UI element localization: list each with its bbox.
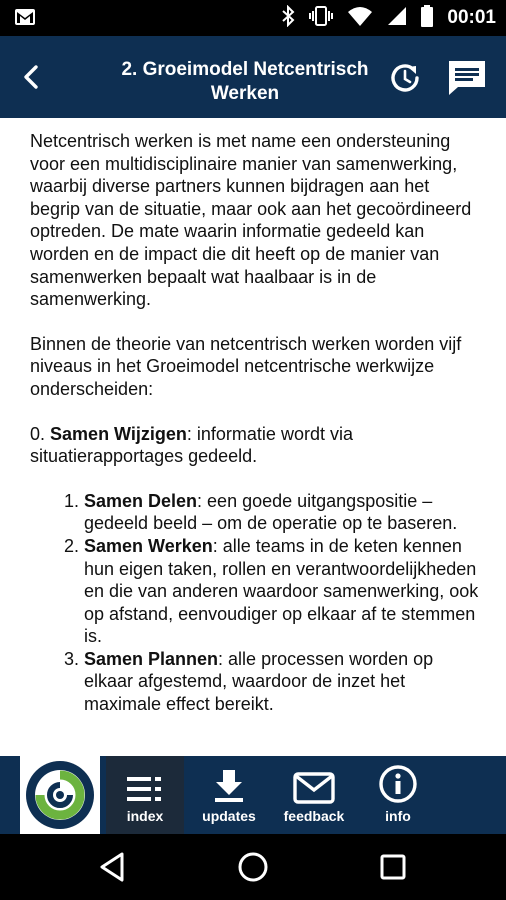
paragraph-intro: Netcentrisch werken is met name een ondersteuning voor een multidisciplinaire manier van samenwerking, waarbij diverse partners kunnen bijdragen aan het begrip van de situatie, maar ook aan het gecoördineerd optreden. De mate waarin informatie gedeeld kan worden en de impact die dit heeft op de manier van samenwerken bepaalt wat haalbaar is in de samenwerking.	[30, 131, 472, 310]
bottom-nav	[0, 756, 506, 834]
level-0-term: Samen Wijzigen	[50, 423, 187, 444]
battery-icon	[421, 5, 433, 32]
status-bar	[0, 0, 506, 36]
refresh-icon[interactable]	[386, 59, 424, 97]
wifi-icon	[347, 6, 373, 31]
chat-icon[interactable]	[446, 58, 488, 98]
gmail-icon	[14, 8, 36, 31]
system-home-icon[interactable]	[236, 850, 270, 884]
levels-list	[30, 490, 484, 716]
nav-info-label: info	[385, 808, 411, 824]
system-recents-icon[interactable]	[376, 850, 410, 884]
nav-index-label: index	[126, 808, 164, 824]
paragraph-levels-intro: Binnen de theorie van netcentrisch werken worden vijf niveaus in het Groeimodel netcentrische werkwijze onderscheiden:	[30, 333, 462, 399]
system-nav-bar	[0, 834, 506, 900]
vibrate-icon	[309, 6, 333, 31]
app-bar	[0, 36, 506, 118]
download-icon	[212, 768, 246, 804]
nav-info[interactable]	[359, 756, 437, 834]
nav-updates-label: updates	[202, 808, 256, 824]
nav-index[interactable]	[106, 756, 184, 834]
article-content[interactable]	[0, 118, 506, 756]
nav-feedback[interactable]	[275, 756, 353, 834]
list-item: 2. Samen Werken: alle teams in de keten kennen hun eigen taken, rollen en verantwoordelijkheden en die van anderen waardoor samenwerking, ook op afstand, eenvoudiger op elkaar af te stemmen is.	[64, 535, 479, 647]
nav-feedback-label: feedback	[283, 808, 345, 824]
level-0-text: : informatie wordt via situatierapportages gedeeld.	[30, 423, 353, 467]
signal-icon	[387, 6, 407, 31]
nav-updates[interactable]	[190, 756, 268, 834]
list-item: 3. Samen Plannen: alle processen worden op elkaar afgestemd, waardoor de inzet het maximale effect bereikt.	[64, 648, 434, 715]
back-arrow-icon[interactable]	[14, 60, 48, 94]
bluetooth-icon	[281, 5, 295, 32]
list-icon	[125, 774, 165, 804]
mail-icon	[293, 772, 335, 804]
system-back-icon[interactable]	[96, 850, 130, 884]
level-0: 0. Samen Wijzigen: informatie wordt via situatierapportages gedeeld.	[30, 423, 353, 467]
app-logo	[20, 756, 100, 834]
info-icon	[378, 764, 418, 804]
status-time: 00:01	[447, 7, 496, 28]
page-title: 2. Groeimodel Netcentrisch Werken	[121, 59, 369, 104]
list-item: 1. Samen Delen: een goede uitgangspositie – gedeeld beeld – om de operatie op te baseren.	[64, 490, 458, 534]
